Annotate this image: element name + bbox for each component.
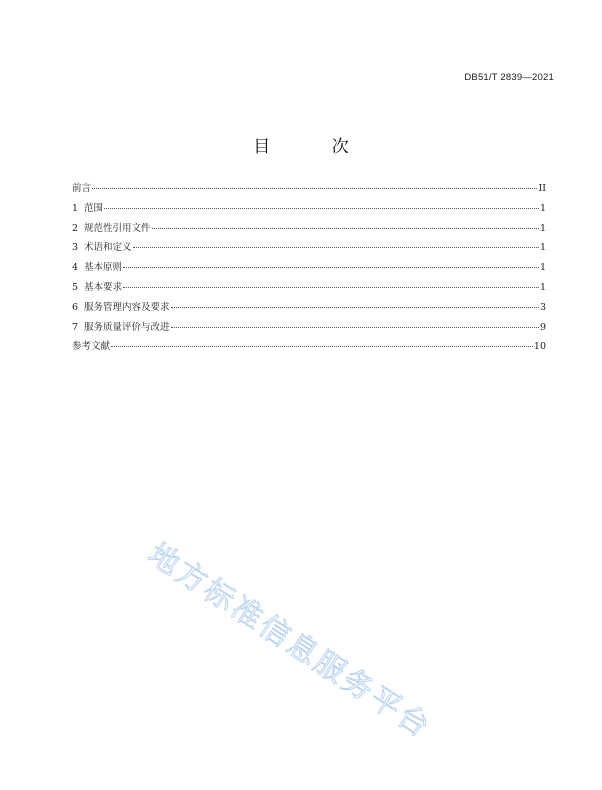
toc-entry-text: 前言 xyxy=(72,183,92,194)
dot-leader xyxy=(104,208,539,209)
dot-leader xyxy=(171,307,539,308)
toc-entry-label xyxy=(72,259,122,273)
toc-entry-quality-evaluation[interactable] xyxy=(72,319,546,339)
toc-entry-label xyxy=(72,319,170,333)
toc-entry-label xyxy=(72,220,151,234)
toc-entry-text: 术语和定义 xyxy=(84,242,132,254)
toc-entry-page: 1 xyxy=(539,281,546,293)
toc-entry-basic-principles[interactable] xyxy=(72,259,546,279)
toc-entry-page: 1 xyxy=(539,222,546,234)
toc-entry-text: 基本要求 xyxy=(84,281,123,293)
toc-entry-label xyxy=(72,200,103,214)
toc-entry-bibliography[interactable] xyxy=(72,338,546,358)
toc-entry-label xyxy=(72,180,91,194)
dot-leader xyxy=(111,346,533,347)
dot-leader xyxy=(171,327,539,328)
toc-entry-text: 基本原则 xyxy=(84,262,123,274)
toc-entry-text: 参考文献 xyxy=(72,341,111,353)
dot-leader xyxy=(152,228,539,229)
toc-entry-scope[interactable] xyxy=(72,200,546,220)
toc-title-char-1: 目 xyxy=(253,137,271,157)
toc-title xyxy=(0,132,602,157)
toc-entry-number: 7 xyxy=(72,321,79,333)
toc-entry-terms-definitions[interactable] xyxy=(72,239,546,259)
toc-entry-page: 3 xyxy=(539,301,546,313)
toc-entry-page: 9 xyxy=(539,321,546,333)
dot-leader xyxy=(123,267,539,268)
toc-title-char-2: 次 xyxy=(331,137,349,157)
toc-entry-text: 规范性引用文件 xyxy=(84,222,151,234)
toc-entry-label xyxy=(72,279,122,293)
toc-entry-number: 6 xyxy=(72,301,79,313)
toc-entry-normative-references[interactable] xyxy=(72,220,546,240)
toc-entry-page: 1 xyxy=(539,242,546,254)
toc-entry-label xyxy=(72,338,110,352)
toc-entry-text: 范围 xyxy=(84,202,104,214)
toc-entry-number: 2 xyxy=(72,222,79,234)
watermark-text: 地方标准信息服务平台 xyxy=(141,536,438,746)
toc-list xyxy=(72,180,546,358)
dot-leader xyxy=(92,188,537,189)
toc-entry-number: 5 xyxy=(72,281,79,293)
toc-entry-number: 1 xyxy=(72,202,79,214)
toc-entry-label xyxy=(72,299,170,313)
dot-leader xyxy=(123,287,539,288)
toc-entry-text: 服务管理内容及要求 xyxy=(84,301,170,313)
dot-leader xyxy=(133,247,539,248)
toc-entry-page: II xyxy=(538,183,546,194)
toc-entry-service-management[interactable] xyxy=(72,299,546,319)
toc-entry-page: 1 xyxy=(539,262,546,274)
toc-entry-basic-requirements[interactable] xyxy=(72,279,546,299)
toc-entry-page: 10 xyxy=(533,341,546,353)
toc-entry-page: 1 xyxy=(539,202,546,214)
toc-entry-foreword[interactable] xyxy=(72,180,546,200)
toc-entry-text: 服务质量评价与改进 xyxy=(84,321,170,333)
document-code: DB51/T 2839—2021 xyxy=(464,72,554,83)
toc-entry-number: 4 xyxy=(72,262,79,274)
toc-entry-number: 3 xyxy=(72,242,79,254)
toc-entry-label xyxy=(72,239,132,253)
